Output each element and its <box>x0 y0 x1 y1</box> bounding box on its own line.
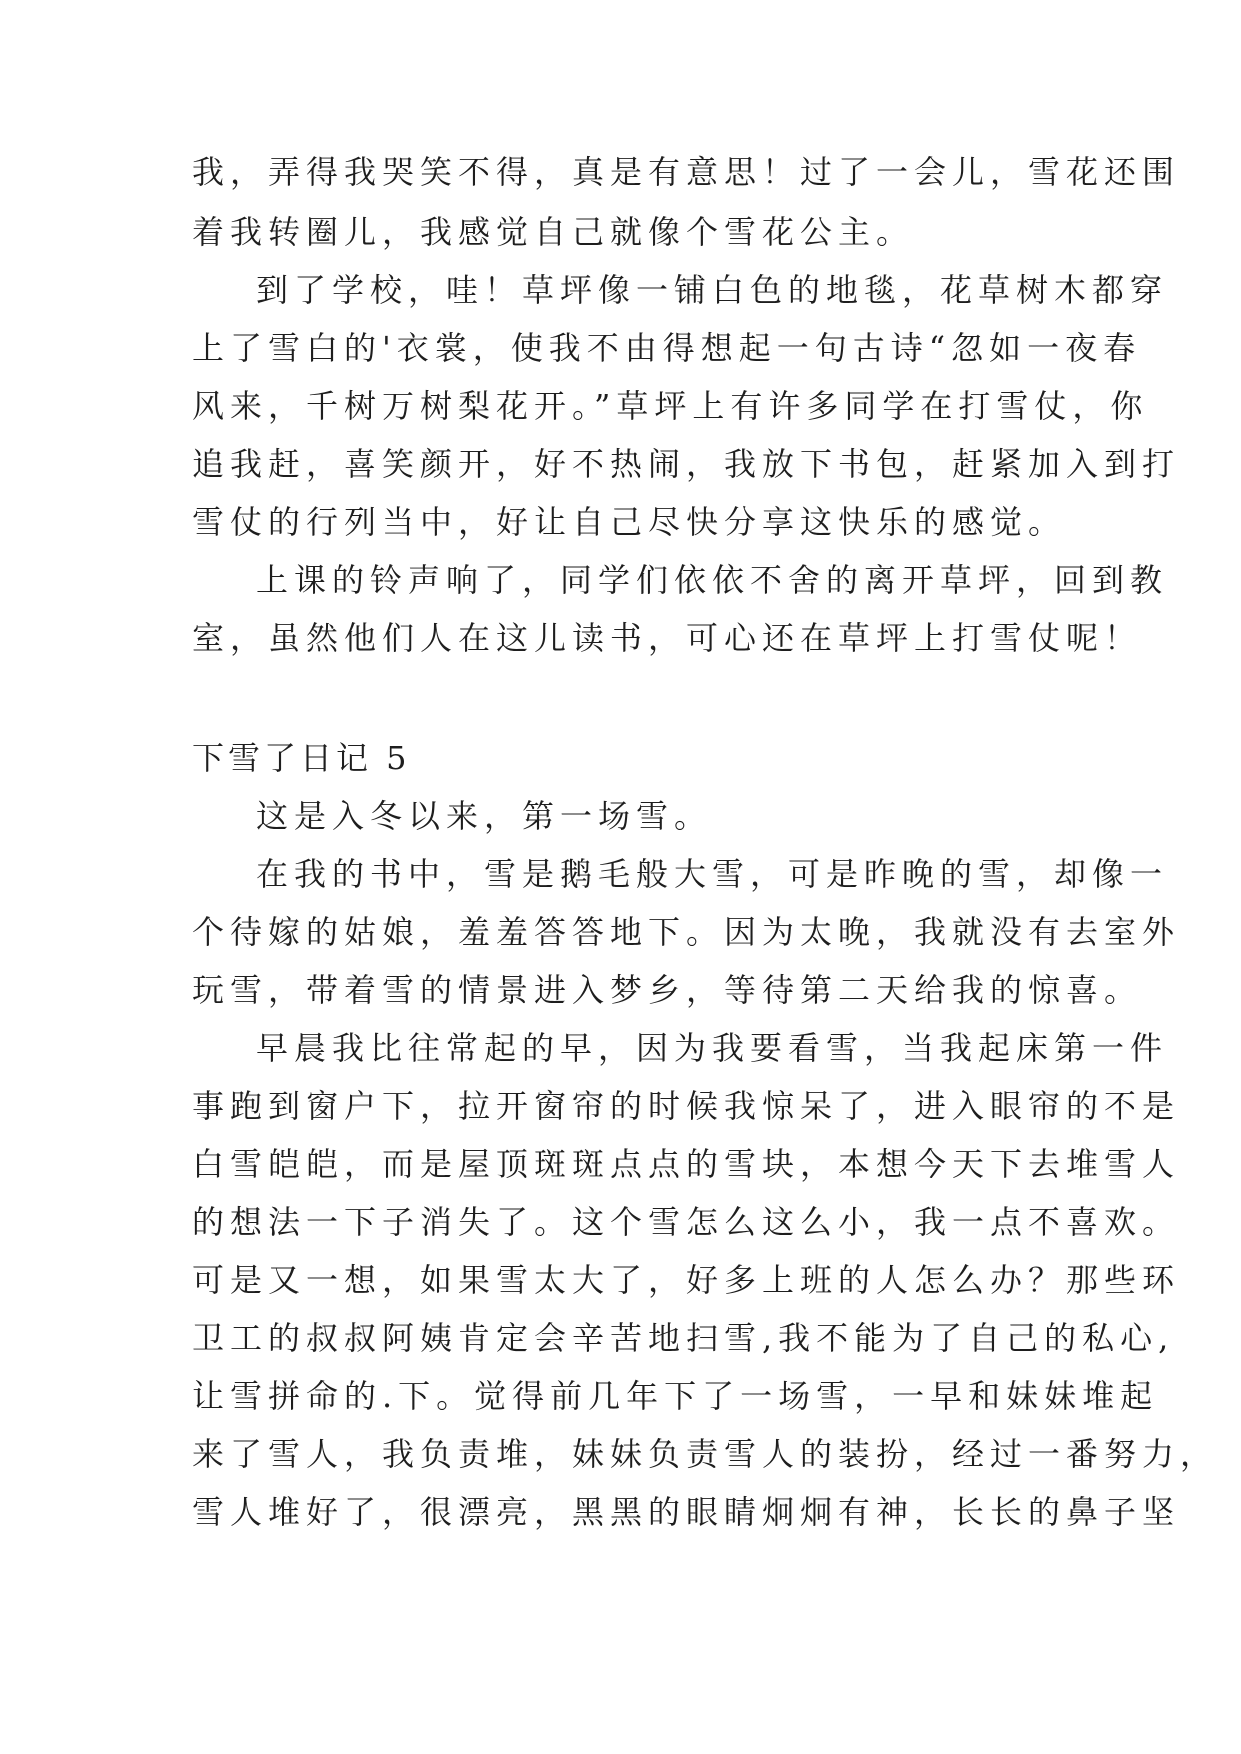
text-line: 卫工的叔叔阿姨肯定会辛苦地扫雪,我不能为了自己的私心, <box>192 1319 1175 1357</box>
text-line: 室，虽然他们人在这儿读书，可心还在草坪上打雪仗呢！ <box>192 619 1143 657</box>
text-line: 可是又一想，如果雪太大了，好多上班的人怎么办？那些环 <box>192 1261 1181 1299</box>
text-line: 事跑到窗户下，拉开窗帘的时候我惊呆了，进入眼帘的不是 <box>192 1087 1181 1125</box>
text-line: 雪仗的行列当中，好让自己尽快分享这快乐的感觉。 <box>192 503 1067 541</box>
text-line: 的想法一下子消失了。这个雪怎么这么小，我一点不喜欢。 <box>192 1203 1181 1241</box>
text-line: 个待嫁的姑娘，羞羞答答地下。因为太晚，我就没有去室外 <box>192 913 1181 951</box>
text-line: 玩雪，带着雪的情景进入梦乡，等待第二天给我的惊喜。 <box>192 971 1143 1009</box>
text-line: 在我的书中，雪是鹅毛般大雪，可是昨晚的雪，却像一 <box>256 855 1169 893</box>
text-line: 这是入冬以来，第一场雪。 <box>256 797 713 835</box>
text-line: 追我赶，喜笑颜开，好不热闹，我放下书包，赶紧加入到打 <box>192 445 1181 483</box>
text-line: 来了雪人，我负责堆，妹妹负责雪人的装扮，经过一番努力， <box>192 1435 1219 1473</box>
text-line: 雪人堆好了，很漂亮，黑黑的眼睛炯炯有神，长长的鼻子坚 <box>192 1493 1181 1531</box>
text-line: 到了学校，哇！草坪像一铺白色的地毯，花草树木都穿 <box>256 271 1169 309</box>
text-line: 白雪皑皑，而是屋顶斑斑点点的雪块，本想今天下去堆雪人 <box>192 1145 1181 1183</box>
text-line: 着我转圈儿，我感觉自己就像个雪花公主。 <box>192 213 915 251</box>
section-heading: 下雪了日记 5 <box>192 739 411 777</box>
text-line: 我，弄得我哭笑不得，真是有意思！过了一会儿，雪花还围 <box>192 153 1181 191</box>
text-line: 早晨我比往常起的早，因为我要看雪，当我起床第一件 <box>256 1029 1169 1067</box>
text-line: 让雪拼命的.下。觉得前几年下了一场雪，一早和妹妹堆起 <box>192 1377 1159 1415</box>
text-line: 上课的铃声响了，同学们依依不舍的离开草坪，回到教 <box>256 561 1169 599</box>
text-line: 风来，千树万树梨花开。”草坪上有许多同学在打雪仗，你 <box>192 387 1149 425</box>
text-line: 上了雪白的'衣裳，使我不由得想起一句古诗“忽如一夜春 <box>192 329 1142 367</box>
